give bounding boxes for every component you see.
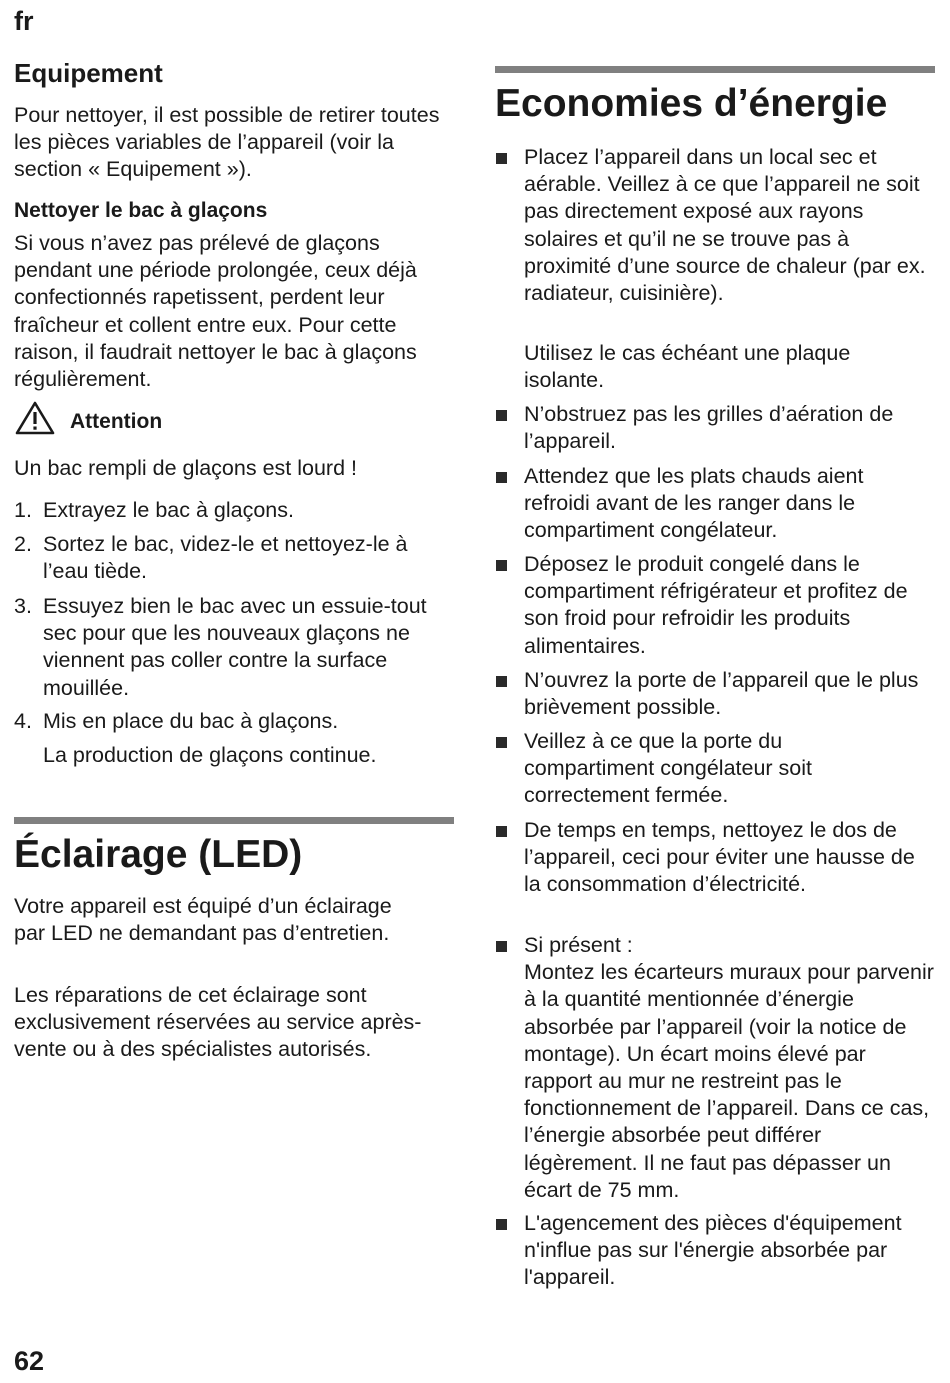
step-text: Sortez le bac, videz-le et nettoyez-le à l’eau tiède. xyxy=(43,532,408,584)
section-divider xyxy=(14,817,454,824)
step-text: Extrayez le bac à glaçons. xyxy=(43,498,294,522)
list-item-text: Attendez que les plats chauds aient refroidi avant de les ranger dans le compartiment congélateur. xyxy=(524,464,864,543)
ice-tray-subheading: Nettoyer le bac à glaçons xyxy=(14,199,268,222)
list-item-text: N’obstruez pas les grilles d’aération de l’appareil. xyxy=(524,402,894,454)
step-number: 3. xyxy=(14,594,32,618)
bullet-square-icon xyxy=(496,737,507,748)
list-item-text: L'agencement des pièces d'équipement n'influe pas sur l'énergie absorbée par l'appareil. xyxy=(524,1211,902,1290)
bullet-square-icon xyxy=(496,560,507,571)
list-item-label: Si présent : xyxy=(524,933,633,957)
section-divider xyxy=(495,66,935,73)
step-number: 1. xyxy=(14,498,32,522)
attention-notice xyxy=(14,398,162,438)
attention-label: Attention xyxy=(70,410,163,433)
step-number: 2. xyxy=(14,532,32,556)
lighting-paragraph: Les réparations de cet éclairage sont exclusivement réservées au service après-vente ou à des spécialistes autorisés. xyxy=(14,983,422,1062)
language-code: fr xyxy=(14,6,34,36)
list-item xyxy=(495,932,935,1204)
list-item xyxy=(495,1210,935,1292)
list-item xyxy=(495,817,935,899)
bullet-square-icon xyxy=(496,826,507,837)
list-item xyxy=(495,728,935,810)
attention-warning: Un bac rempli de glaçons est lourd ! xyxy=(14,456,357,480)
bullet-square-icon xyxy=(496,941,507,952)
bullet-square-icon xyxy=(496,1219,507,1230)
page-number: 62 xyxy=(14,1346,45,1376)
bullet-square-icon xyxy=(496,472,507,483)
step-text: Mis en place du bac à glaçons. xyxy=(43,709,339,733)
lighting-paragraph: Votre appareil est équipé d’un éclairage par LED ne demandant pas d’entretien. xyxy=(14,894,392,946)
lighting-heading: Éclairage (LED) xyxy=(14,833,303,876)
list-item xyxy=(495,401,935,455)
list-item xyxy=(495,551,935,660)
energy-saving-heading: Economies d’énergie xyxy=(495,82,888,125)
list-item-text: Déposez le produit congelé dans le compartiment réfrigérateur et profitez de son froid pour refroidir les produits alimentaires. xyxy=(524,552,908,658)
bullet-square-icon xyxy=(496,153,507,164)
step-item xyxy=(14,593,454,702)
bullet-square-icon xyxy=(496,410,507,421)
step-number: 4. xyxy=(14,709,32,733)
list-item-text: De temps en temps, nettoyez le dos de l’appareil, ceci pour éviter une hausse de la consommation d’électricité. xyxy=(524,818,915,897)
step-text: Essuyez bien le bac avec un essuie-tout sec pour que les nouveaux glaçons ne viennent pas coller contre la surface mouillée. xyxy=(43,594,427,700)
list-item-text: Montez les écarteurs muraux pour parvenir à la quantité mentionnée d’énergie absorbée par l’appareil (voir la notice de montage). Un écart moins élevé par rapport au mur ne restreint pas le fonctionnement de l’appareil. Dans ce cas, l’énergie absorbée peut différer légèrement. Il ne faut pas dépasser un écart de 75 mm. xyxy=(524,960,934,1202)
step-item xyxy=(14,531,454,585)
list-item-text: Veillez à ce que la porte du compartiment congélateur soit correctement fermée. xyxy=(524,729,813,808)
warning-triangle-icon xyxy=(14,400,56,436)
bullet-square-icon xyxy=(496,676,507,687)
step-item xyxy=(14,497,454,524)
list-item-text: Placez l’appareil dans un local sec et aérable. Veillez à ce que l’appareil ne soit pas directement exposé aux rayons solaires et qu’il ne se trouve pas à proximité d’une source de chaleur (par ex. radiateur, cuisinière). xyxy=(524,145,926,306)
list-item-note: Utilisez le cas échéant une plaque isolante. xyxy=(524,341,851,393)
list-item-text: N’ouvrez la porte de l’appareil que le plus brièvement possible. xyxy=(524,668,919,720)
list-item xyxy=(495,667,935,721)
step-item xyxy=(14,708,454,735)
equipment-intro: Pour nettoyer, il est possible de retirer toutes les pièces variables de l’appareil (voir la section « Equipement »). xyxy=(14,103,440,182)
ice-tray-body: Si vous n’avez pas prélevé de glaçons pendant une période prolongée, ceux déjà confectionnés rapetissent, perdent leur fraîcheur et collent entre eux. Pour cette raison, il faudrait nettoyer le bac à glaçons régulièrement. xyxy=(14,231,417,392)
step-note: La production de glaçons continue. xyxy=(43,743,377,767)
list-item xyxy=(495,144,935,307)
equipment-heading: Equipement xyxy=(14,58,163,88)
list-item xyxy=(495,463,935,545)
